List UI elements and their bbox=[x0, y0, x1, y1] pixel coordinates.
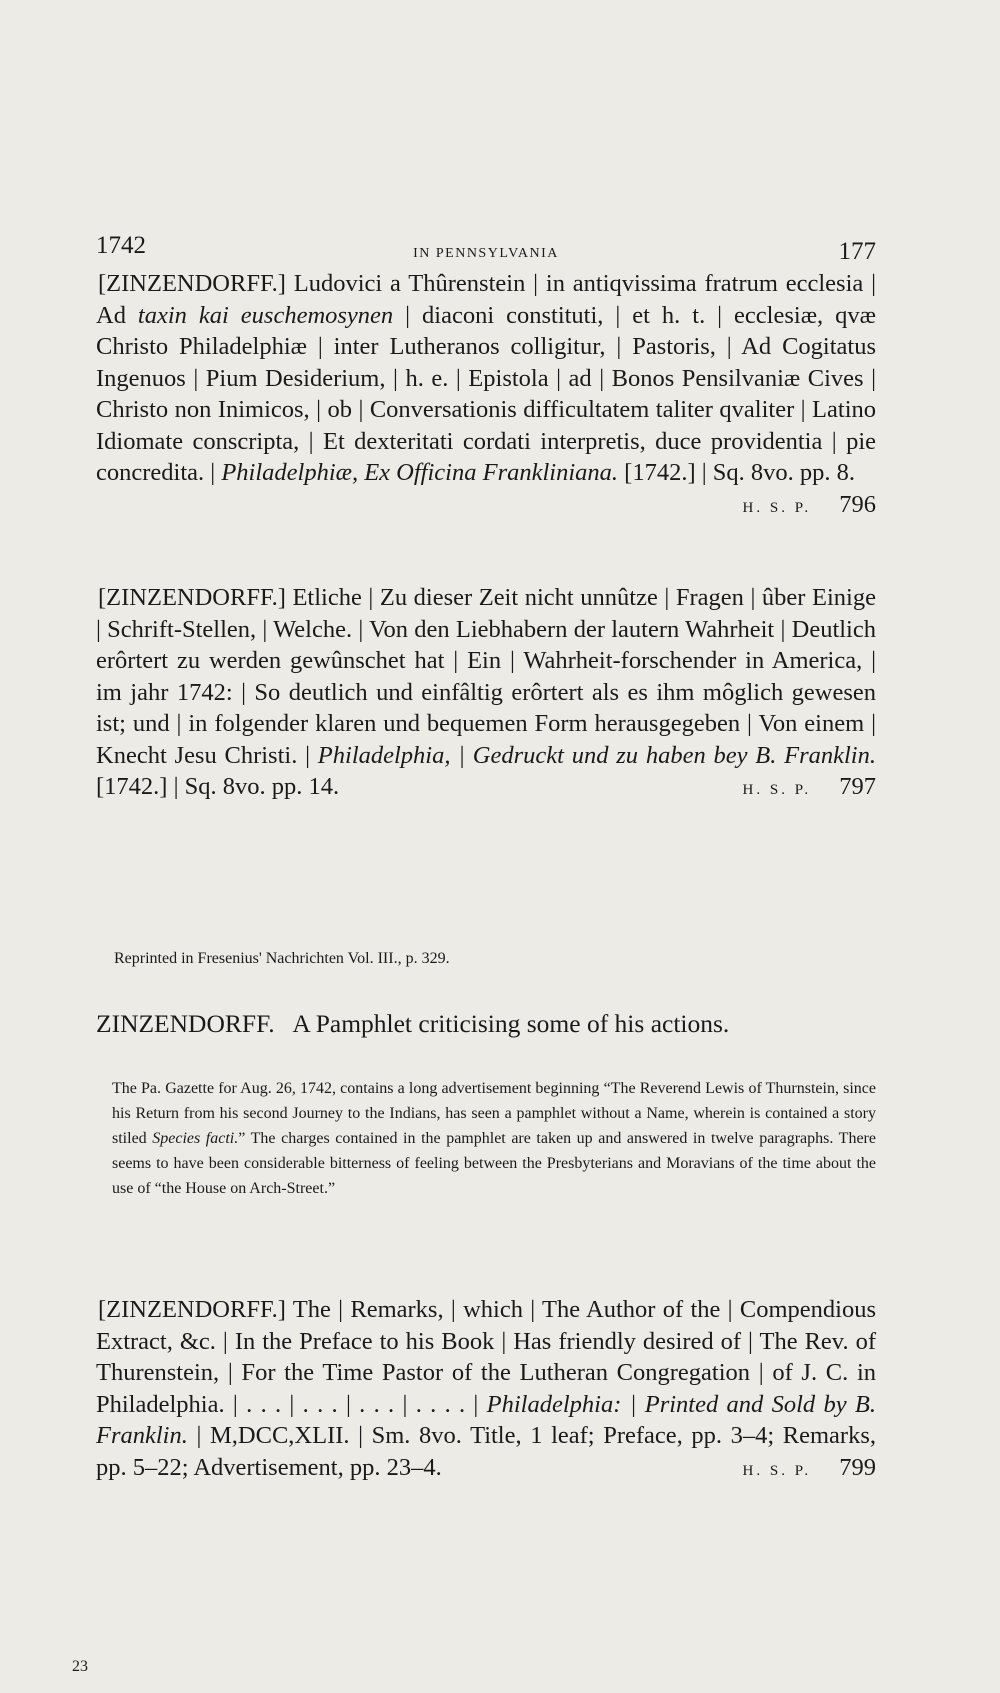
running-head-title: IN PENNSYLVANIA bbox=[413, 246, 559, 261]
signature-mark: 23 bbox=[72, 1658, 88, 1675]
bibliography-entry-799 bbox=[96, 1294, 876, 1487]
entry-text: | diaconi constituti, | et h. t. | ecclesiæ, qvæ Christo Philadelphiæ | inter Lutheranos colligitur, | Pastoris, | Ad Cogitatus Ingenuos | Pium Desiderium, | h. e. | Epistola | ad | Bonos Pensilvaniæ Cives | Christo non Inimicos, | ob | Conversationis difficultatem taliter qvaliter | Latino Idiomate conscripta, | Et dexteritati cordati interpretis, duce providentia | pie concredita. | bbox=[96, 301, 876, 486]
entry-text: Etliche | Zu dieser Zeit nicht unnûtze | Fragen | ûber Einige | Schrift-Stellen, | Welche. | Von den Liebhabern der lautern Wahrheit | Deutlich erôrtert zu werden gewûnschet hat | Ein | Wahrheit-forschender in America, | im jahr 1742: | So deutlich und einfâltig erôrtert als es ihm môglich gewesen ist; und | in folgender klaren und bequemen Form herausgegeben | Von einem | Knecht Jesu Christi. | bbox=[96, 584, 876, 769]
heading-text: A Pamphlet criticising some of his actions. bbox=[292, 1009, 730, 1038]
entry-imprint: Philadelphia: | Printed and Sold by B. Franklin. bbox=[96, 1390, 876, 1449]
entry-library: H. S. P. bbox=[742, 782, 812, 798]
entry-text: Ludovici a Thûrenstein | in antiqvissima fratrum ecclesia | Ad bbox=[96, 270, 877, 329]
gazette-text: The Pa. Gazette for Aug. 26, 1742, contains a long advertisement beginning “The Reverend Lewis of Thurnstein, since his Return from his second Journey to the Indians, has seen a pamphlet without a Name, wherein is contained a story stiled bbox=[112, 1080, 876, 1147]
bibliography-entry-796 bbox=[96, 268, 876, 524]
entry-number: 799 bbox=[839, 1453, 876, 1481]
entry-imprint: Philadelphia, | Gedruckt und zu haben bey B. Franklin. bbox=[317, 741, 876, 769]
entry-number: 797 bbox=[839, 773, 876, 800]
running-head-year: 1742 bbox=[96, 232, 146, 259]
entry-italic-text: taxin kai euschemosynen bbox=[137, 301, 394, 329]
entry-author: [ZINZENDORFF.] bbox=[98, 584, 286, 611]
entry-author: [ZINZENDORFF.] bbox=[98, 1296, 286, 1323]
entry-collation: [1742.] | Sq. 8vo. pp. 8. bbox=[618, 459, 856, 486]
pamphlet-heading bbox=[96, 1008, 729, 1040]
entry-collation: [1742.] | Sq. 8vo. pp. 14. bbox=[96, 773, 340, 800]
bibliography-entry-797 bbox=[96, 582, 876, 807]
entry-library: H. S. P. bbox=[742, 1462, 812, 1479]
page-number: 177 bbox=[838, 238, 876, 265]
entry-number: 796 bbox=[839, 490, 876, 518]
entry-collation: | M,DCC,XLII. | Sm. 8vo. Title, 1 leaf; Preface, pp. 3–4; Remarks, pp. 5–22; Advertisement, pp. 23–4. bbox=[96, 1422, 876, 1481]
entry-author: [ZINZENDORFF.] bbox=[98, 270, 286, 297]
entry-library: H. S. P. bbox=[742, 499, 812, 516]
reprint-note: Reprinted in Fresenius' Nachrichten Vol. III., p. 329. bbox=[114, 950, 450, 967]
running-head bbox=[96, 232, 876, 272]
entry-imprint: Philadelphiæ, Ex Officina Frankliniana. bbox=[221, 459, 619, 486]
gazette-text: ” The charges contained in the pamphlet are taken up and answered in twelve paragraphs. There seems to have been considerable bitterness of feeling between the Presbyterians and Moravians of the time about the use of “the House on Arch-Street.” bbox=[112, 1130, 876, 1197]
gazette-italic: Species facti. bbox=[152, 1130, 239, 1147]
gazette-note bbox=[112, 1076, 876, 1201]
entry-text: The | Remarks, | which | The Author of the | Compendious Extract, &c. | In the Preface to his Book | Has friendly desired of | The Rev. of Thurenstein, | For the Time Pastor of the Lutheran Congregation | of J. C. in Philadelphia. | . . . | . . . | . . . | . . . . | bbox=[96, 1296, 876, 1418]
heading-name: ZINZENDORFF. bbox=[96, 1009, 275, 1038]
